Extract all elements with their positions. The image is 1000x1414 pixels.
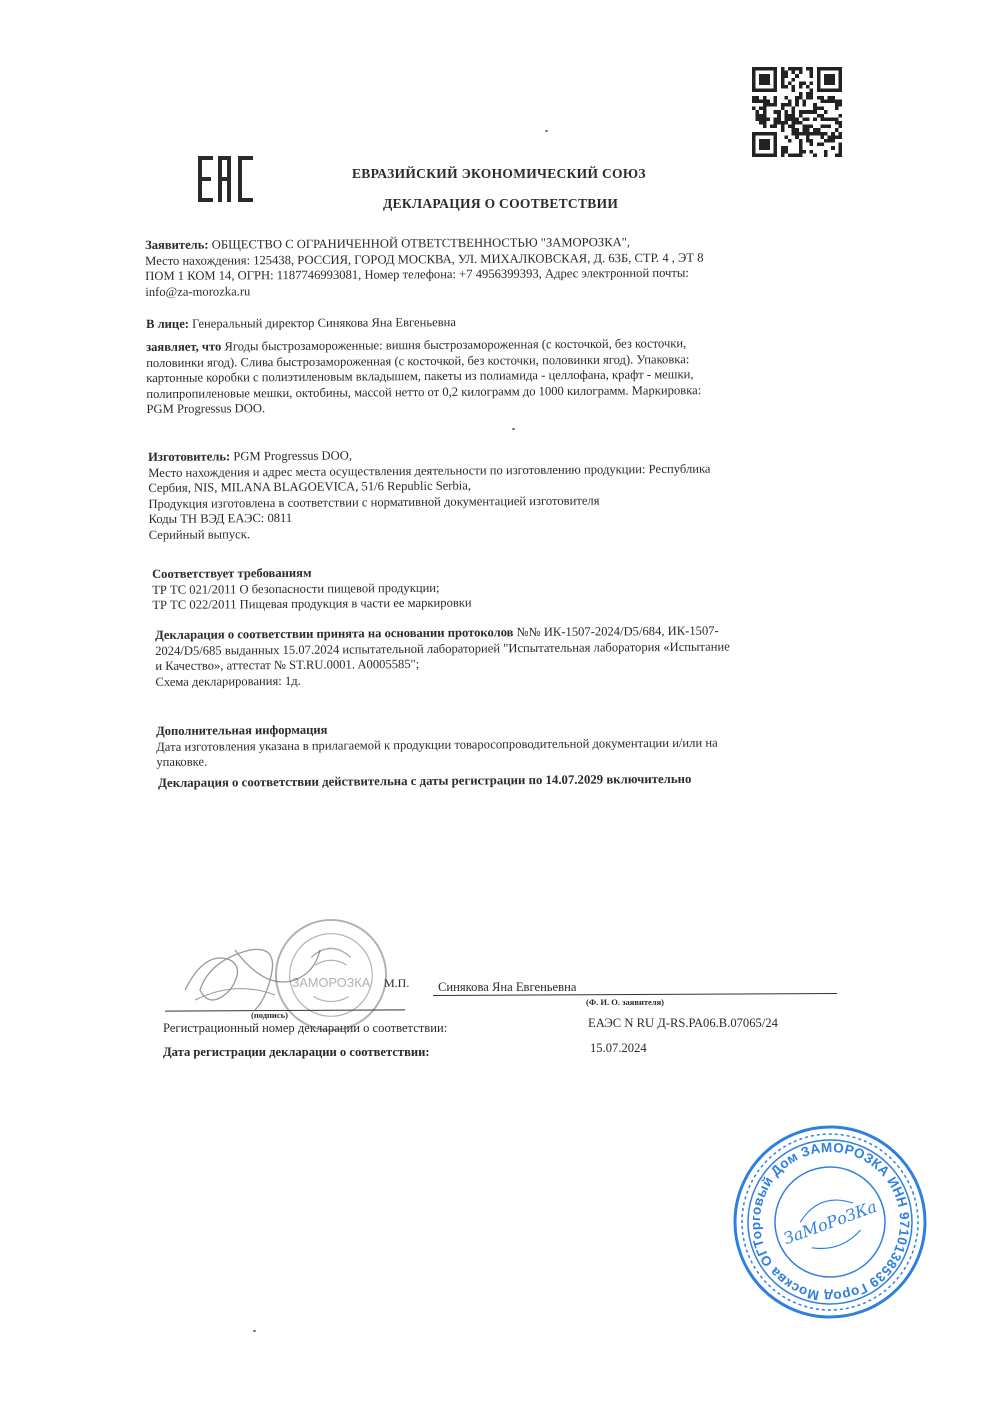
applicant-name: ОБЩЕСТВО С ОГРАНИЧЕННОЙ ОТВЕТСТВЕННОСТЬЮ "ЗАМОРОЗКА", xyxy=(211,235,631,252)
fio-caption: (Ф. И. О. заявителя) xyxy=(586,997,665,1007)
manufacturer-label: Изготовитель: xyxy=(148,449,231,464)
additional-title: Дополнительная информация xyxy=(156,722,328,738)
declares-line: PGM Progressus DOO. xyxy=(146,401,266,416)
basis-section xyxy=(155,623,845,690)
declares-section xyxy=(146,335,837,417)
manufacturer-section xyxy=(148,445,841,543)
requirement-item: ТР ТС 021/2011 О безопасности пищевой продукции; xyxy=(152,580,440,597)
applicant-address: Место нахождения: 125438, РОССИЯ, ГОРОД МОСКВА, УЛ. МИХАЛКОВСКАЯ, Д. 63Б, СТР. 4 , ЭТ 8 xyxy=(145,250,704,268)
manufacturer-line: Серийный выпуск. xyxy=(148,526,251,542)
basis-line: 2024/D5/685 выданных 15.07.2024 испытательной лабораторией "Испытательная лаборатория «Испытание xyxy=(155,638,730,658)
registration-number-label: Регистрационный номер декларации о соответствии: xyxy=(163,1021,448,1035)
additional-line: упаковке. xyxy=(156,754,208,769)
union-title: ЕВРАЗИЙСКИЙ ЭКОНОМИЧЕСКИЙ СОЮЗ xyxy=(352,166,646,181)
company-stamp-text: ЗАМОРОЗКА xyxy=(291,974,371,990)
person-section xyxy=(146,313,836,333)
declares-line: половинки ягод). Слива быстрозамороженная (с косточкой, без косточки, половинки ягод). Упаковка: xyxy=(146,351,690,370)
manufacturer-line: Продукция изготовлена в соответствии с нормативной документацией изготовителя xyxy=(148,492,600,511)
declares-line: полипропиленовые мешки, октобины, массой нетто от 0,2 килограмм до 1000 килограмм. Маркировка: xyxy=(146,382,702,401)
manufacturer-line: Коды ТН ВЭД ЕАЭС: 0811 xyxy=(148,510,293,526)
declares-line: Ягоды быстрозамороженные: вишня быстрозамороженная (с косточкой, без косточки, xyxy=(224,336,687,354)
applicant-section xyxy=(145,234,834,300)
registration-number-value: ЕАЭС N RU Д-RS.РА06.В.07065/24 xyxy=(588,1016,778,1030)
applicant-label: Заявитель: xyxy=(145,237,209,252)
basis-label: Декларация о соответствии принята на основании протоколов xyxy=(155,625,514,642)
person-text: Генеральный директор Синякова Яна Евгеньевна xyxy=(192,315,457,331)
person-label: В лице: xyxy=(146,316,190,331)
qr-code-icon[interactable] xyxy=(752,66,842,158)
signature-caption: (подпись) xyxy=(251,1010,288,1020)
basis-line: №№ ИК-1507-2024/D5/684, ИК-1507- xyxy=(516,623,719,640)
eac-logo-icon xyxy=(196,150,260,208)
applicant-fio: Синякова Яна Евгеньевна xyxy=(438,980,577,994)
document-title: ДЕКЛАРАЦИЯ О СООТВЕТСТВИИ xyxy=(383,196,619,211)
registration-date-value: 15.07.2024 xyxy=(590,1041,647,1055)
registration-date-label: Дата регистрации декларации о соответствии: xyxy=(163,1045,430,1059)
validity-text: Декларация о соответствии действительна с даты регистрации по 14.07.2029 включительно xyxy=(158,771,692,790)
applicant-email: info@za-morozka.ru xyxy=(145,283,251,299)
applicant-contacts: ПОМ 1 КОМ 14, ОГРН: 1187746993081, Номер телефона: +7 4956399393, Адрес электронной почты: xyxy=(145,265,689,283)
requirement-item: ТР ТС 022/2011 Пищевая продукция в части ее маркировки xyxy=(152,595,472,612)
declares-label: заявляет, что xyxy=(146,339,222,354)
additional-section xyxy=(156,719,846,771)
declares-line: картонные коробки с полиэтиленовым вкладышем, пакеты из полиамида - целлофана, крафт - мешки, xyxy=(146,367,694,385)
requirements-section xyxy=(152,562,842,614)
additional-line: Дата изготовления указана в прилагаемой к продукции товаросопроводительной документации и/или на xyxy=(156,735,718,754)
basis-line: Схема декларирования: 1д. xyxy=(155,673,301,689)
signature-scribble xyxy=(175,930,325,1020)
basis-line: и Качество», аттестат № ST.RU.0001. A0005585"; xyxy=(155,656,420,673)
manufacturer-line: Сербия, NIS, MILANA BLAGOEVICA, 51/6 Republic Serbia, xyxy=(148,478,472,495)
blue-seal-icon xyxy=(730,1122,930,1322)
requirements-title: Соответствует требованиям xyxy=(152,565,312,581)
mp-label: М.П. xyxy=(384,976,410,990)
manufacturer-line: Место нахождения и адрес места осуществления деятельности по изготовлению продукции: Республика xyxy=(148,461,711,480)
seal-ring-text: Торговый Дом ЗАМОРОЗКА ИНН 9710138539 Город Москва ОГРН xyxy=(747,1139,913,1305)
seal-center-text: ЗаМоРоЗКа xyxy=(780,1196,880,1249)
manufacturer-name: PGM Progressus DOO, xyxy=(233,448,353,464)
